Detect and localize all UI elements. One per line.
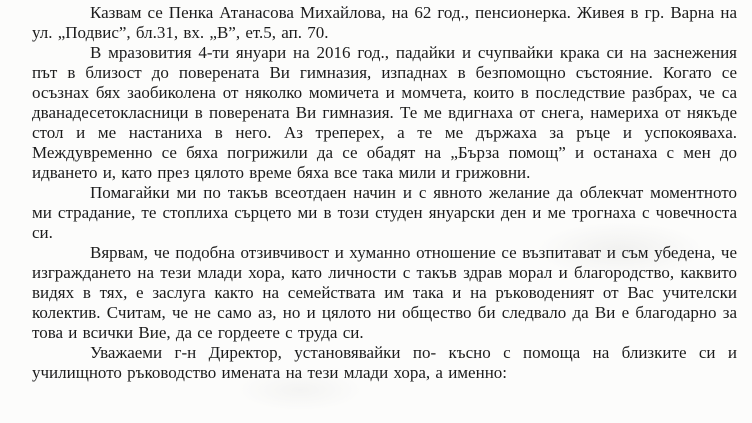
paragraph-gratitude: Помагайки ми по такъв всеотдаен начин и с явното желание да облекчат моментното ми страдание, те стоплиха сърцето ми в този студен януарски ден и ме трогнаха с човечноста си. [32, 183, 737, 242]
paragraph-praise: Вярвам, че подобна отзивчивост и хуманно отношение се възпитават и съм убедена, че изграждането на тези млади хора, като личности с такъв здрав морал и благородство, каквито видях в тях, е заслуга както на семействата им така и на ръководеният от Вас учителски колектив. Считам, че не само аз, но и цялото ни общество би следвало да Ви е благодарно за това и всички Вие, да се гордеете с труда си. [32, 243, 737, 342]
paragraph-introduction: Казвам се Пенка Атанасова Михайлова, на 62 год., пенсионерка. Живея в гр. Варна на ул. „Подвис”, бл.31, вх. „В”, ет.5, ап. 70. [32, 3, 737, 42]
paragraph-incident: В мразовития 4-ти януари на 2016 год., падайки и счупвайки крака си на заснежения път в близост до поверената Ви гимназия, изпаднах в безпомощно състояние. Когато се осъзнах бях заобиколена от няколко момичета и момчета, които в последствие разбрах, че са дванадесетокласници в поверената Ви гимназия. Те ме вдигнаха от снега, намериха от някъде стол и ме настаниха в него. Аз треперех, а те ме държаха за ръце и успокояваха. Междувременно се бяха погрижили да се обадят на „Бърза помощ” и останаха с мен до идването и, като през цялото време бяха все така мили и грижовни. [32, 43, 737, 182]
paragraph-address-to-director: Уважаеми г-н Директор, установявайки по- късно с помоща на близките си и училищното ръководство имената на тези млади хора, а именно: [32, 343, 737, 382]
